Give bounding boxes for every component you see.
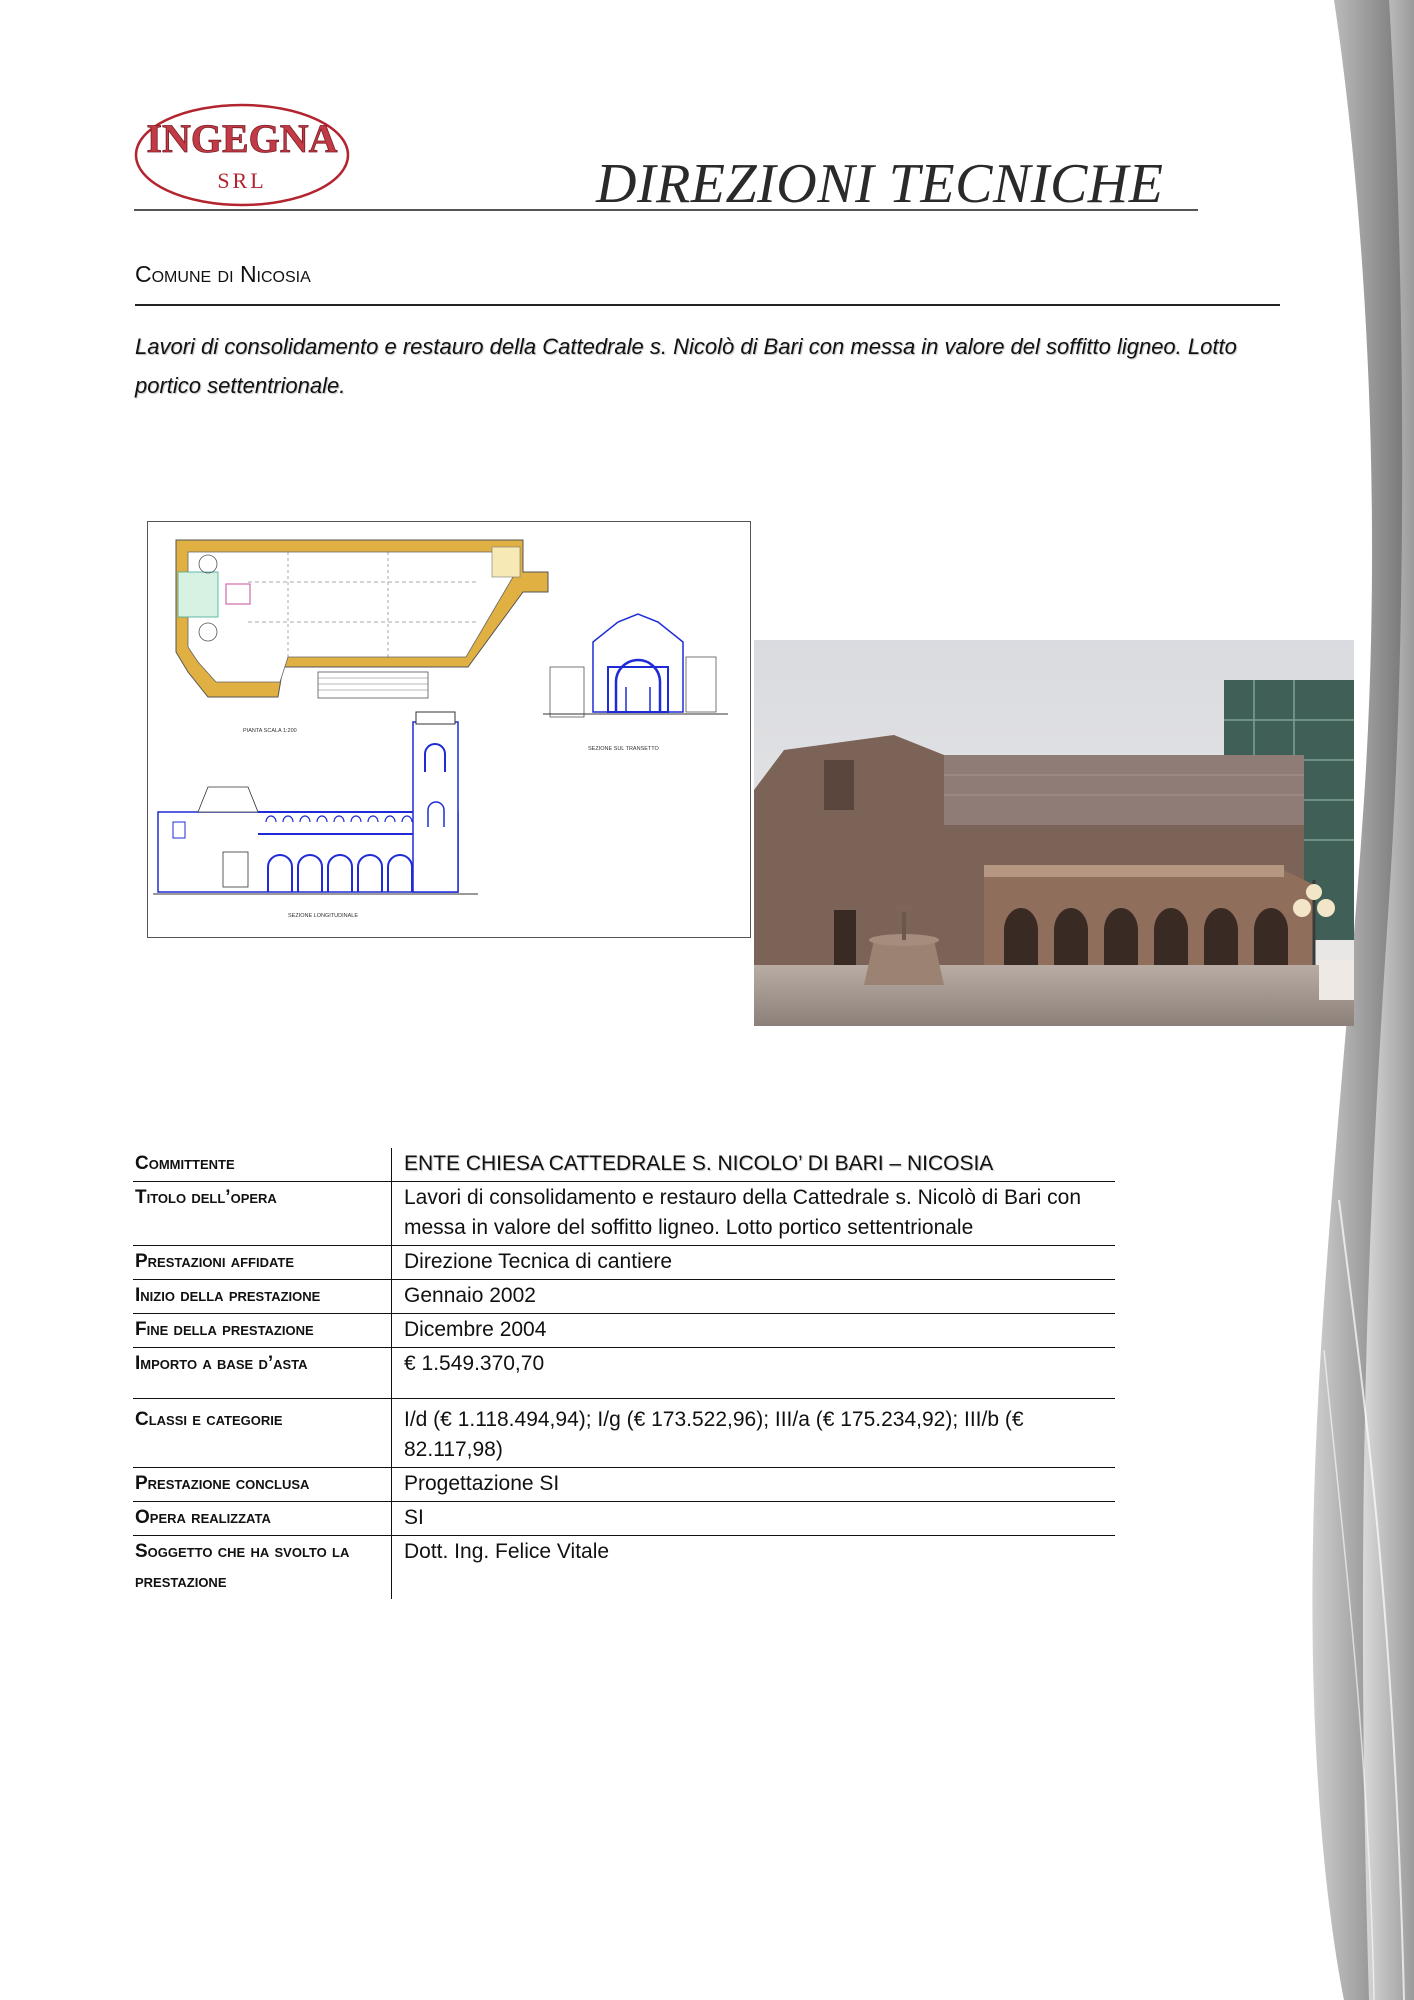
row-label: Inizio della prestazione	[133, 1280, 392, 1314]
table-row	[133, 1280, 1115, 1314]
transept-section	[543, 614, 728, 752]
table-row	[133, 1348, 1115, 1399]
table-row	[133, 1502, 1115, 1536]
row-label: Soggetto che ha svolto la prestazione	[135, 1541, 350, 1592]
row-label: Importo a base d’asta	[133, 1348, 392, 1399]
row-value: Dicembre 2004	[392, 1314, 1116, 1348]
row-value: Direzione Tecnica di cantiere	[392, 1246, 1116, 1280]
transept-label: SEZIONE SUL TRANSETTO	[588, 746, 659, 752]
row-value: Gennaio 2002	[392, 1280, 1116, 1314]
commune-heading: Comune di Nicosia	[135, 261, 311, 287]
architectural-drawing	[147, 521, 751, 938]
longitudinal-section	[153, 712, 478, 919]
row-value: ENTE CHIESA CATTEDRALE S. NICOLO’ DI BARI – NICOSIA	[392, 1148, 1116, 1182]
table-row	[133, 1314, 1115, 1348]
row-value: Progettazione SI	[392, 1468, 1116, 1502]
row-label: Opera realizzata	[133, 1502, 392, 1536]
table-row	[133, 1536, 1115, 1600]
plan-label: PIANTA SCALA 1:200	[243, 728, 297, 734]
table-row	[133, 1468, 1115, 1502]
row-label: Prestazione conclusa	[133, 1468, 392, 1502]
row-value: Dott. Ing. Felice Vitale	[392, 1536, 1116, 1600]
logo-sub: SRL	[217, 168, 267, 193]
row-label: Fine della prestazione	[133, 1314, 392, 1348]
row-value: € 1.549.370,70	[392, 1348, 1116, 1399]
floor-plan	[176, 540, 548, 734]
table-row	[133, 1182, 1115, 1246]
row-label: Classi e categorie	[133, 1399, 392, 1468]
row-label: Prestazioni affidate	[133, 1246, 392, 1280]
row-value: SI	[392, 1502, 1116, 1536]
cathedral-photo	[754, 640, 1354, 1026]
company-logo	[132, 100, 352, 210]
project-title: Lavori di consolidamento e restauro della Cattedrale s. Nicolò di Bari con messa in valore del soffitto ligneo. Lotto portico settentrionale.	[135, 334, 1237, 398]
table-row	[133, 1399, 1115, 1468]
table-row	[133, 1246, 1115, 1280]
project-info-table	[133, 1148, 1115, 1599]
logo-name: INGEGNA	[146, 116, 338, 161]
row-label: Titolo dell’opera	[133, 1182, 392, 1246]
table-row	[133, 1148, 1115, 1182]
page-header-title: DIREZIONI TECNICHE	[596, 153, 1164, 215]
longitudinal-label: SEZIONE LONGITUDINALE	[288, 913, 358, 919]
row-value: I/d (€ 1.118.494,94); I/g (€ 173.522,96); III/a (€ 175.234,92); III/b (€ 82.117,98)	[392, 1399, 1116, 1468]
row-label: Committente	[133, 1148, 392, 1182]
row-value: Lavori di consolidamento e restauro della Cattedrale s. Nicolò di Bari con messa in valore del soffitto ligneo. Lotto portico settentrionale	[392, 1182, 1116, 1246]
header-divider	[134, 209, 1198, 211]
commune-divider	[135, 304, 1280, 306]
